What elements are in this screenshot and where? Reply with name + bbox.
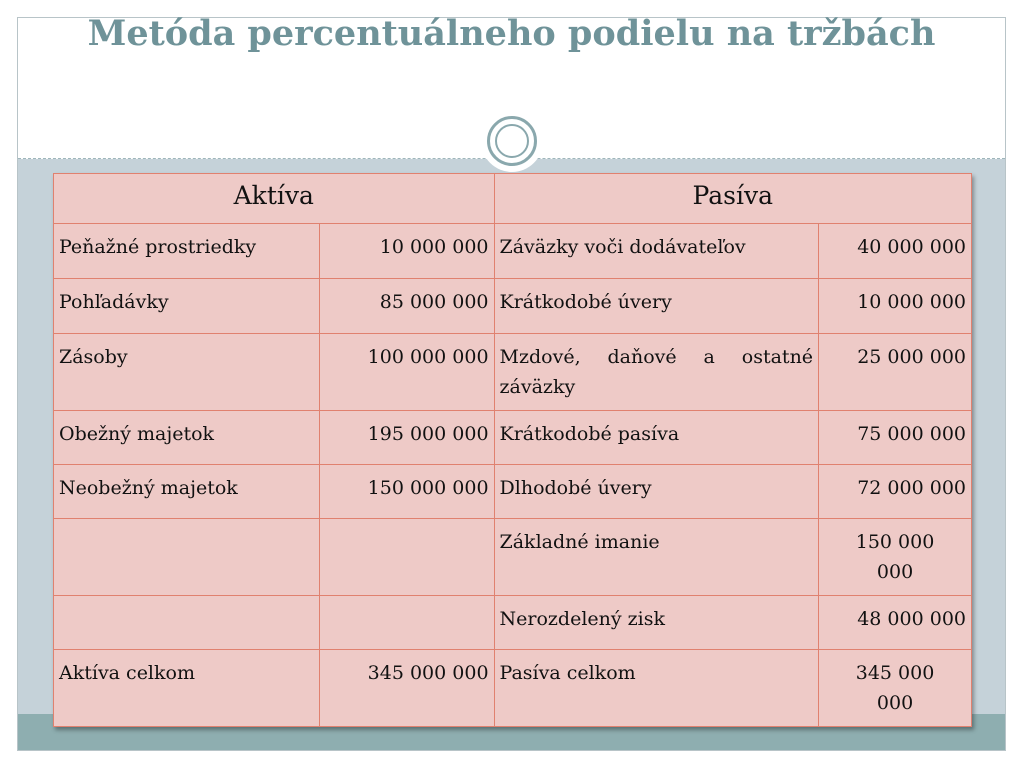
circle-ornament-icon (487, 116, 537, 166)
liability-value: 48 000 000 (819, 596, 972, 650)
asset-value: 195 000 000 (319, 411, 494, 465)
asset-value: 150 000 000 (319, 465, 494, 519)
asset-label: Aktíva celkom (54, 650, 320, 727)
asset-value (319, 519, 494, 596)
liability-label: Základné imanie (494, 519, 819, 596)
liability-value: 345 000 000 (819, 650, 972, 727)
table-row (54, 465, 972, 519)
table-header-row (54, 174, 972, 224)
asset-label: Neobežný majetok (54, 465, 320, 519)
asset-label: Obežný majetok (54, 411, 320, 465)
table-row (54, 411, 972, 465)
header-assets: Aktíva (54, 174, 495, 224)
asset-value: 10 000 000 (319, 224, 494, 279)
asset-value (319, 596, 494, 650)
table-row (54, 650, 972, 727)
asset-label: Peňažné prostriedky (54, 224, 320, 279)
table-row (54, 224, 972, 279)
liability-value: 72 000 000 (819, 465, 972, 519)
header-liabilities: Pasíva (494, 174, 971, 224)
liability-label: Krátkodobé pasíva (494, 411, 819, 465)
liability-label: Záväzky voči dodávateľov (494, 224, 819, 279)
asset-value: 100 000 000 (319, 334, 494, 411)
liability-label: Pasíva celkom (494, 650, 819, 727)
asset-label (54, 519, 320, 596)
asset-label: Zásoby (54, 334, 320, 411)
liability-value: 75 000 000 (819, 411, 972, 465)
liability-value: 40 000 000 (819, 224, 972, 279)
liability-value: 150 000 000 (819, 519, 972, 596)
slide-title: Metóda percentuálneho podielu na tržbách (87, 13, 936, 54)
liability-value: 25 000 000 (819, 334, 972, 411)
table-row (54, 279, 972, 334)
asset-label: Pohľadávky (54, 279, 320, 334)
asset-value: 345 000 000 (319, 650, 494, 727)
asset-label (54, 596, 320, 650)
liability-label: Krátkodobé úvery (494, 279, 819, 334)
table-row (54, 519, 972, 596)
table-row (54, 334, 972, 411)
liability-label: Dlhodobé úvery (494, 465, 819, 519)
table-row (54, 596, 972, 650)
liability-label: Mzdové, daňové a ostatné záväzky (494, 334, 819, 411)
liability-label: Nerozdelený zisk (494, 596, 819, 650)
balance-sheet-table (53, 173, 972, 727)
asset-value: 85 000 000 (319, 279, 494, 334)
liability-value: 10 000 000 (819, 279, 972, 334)
